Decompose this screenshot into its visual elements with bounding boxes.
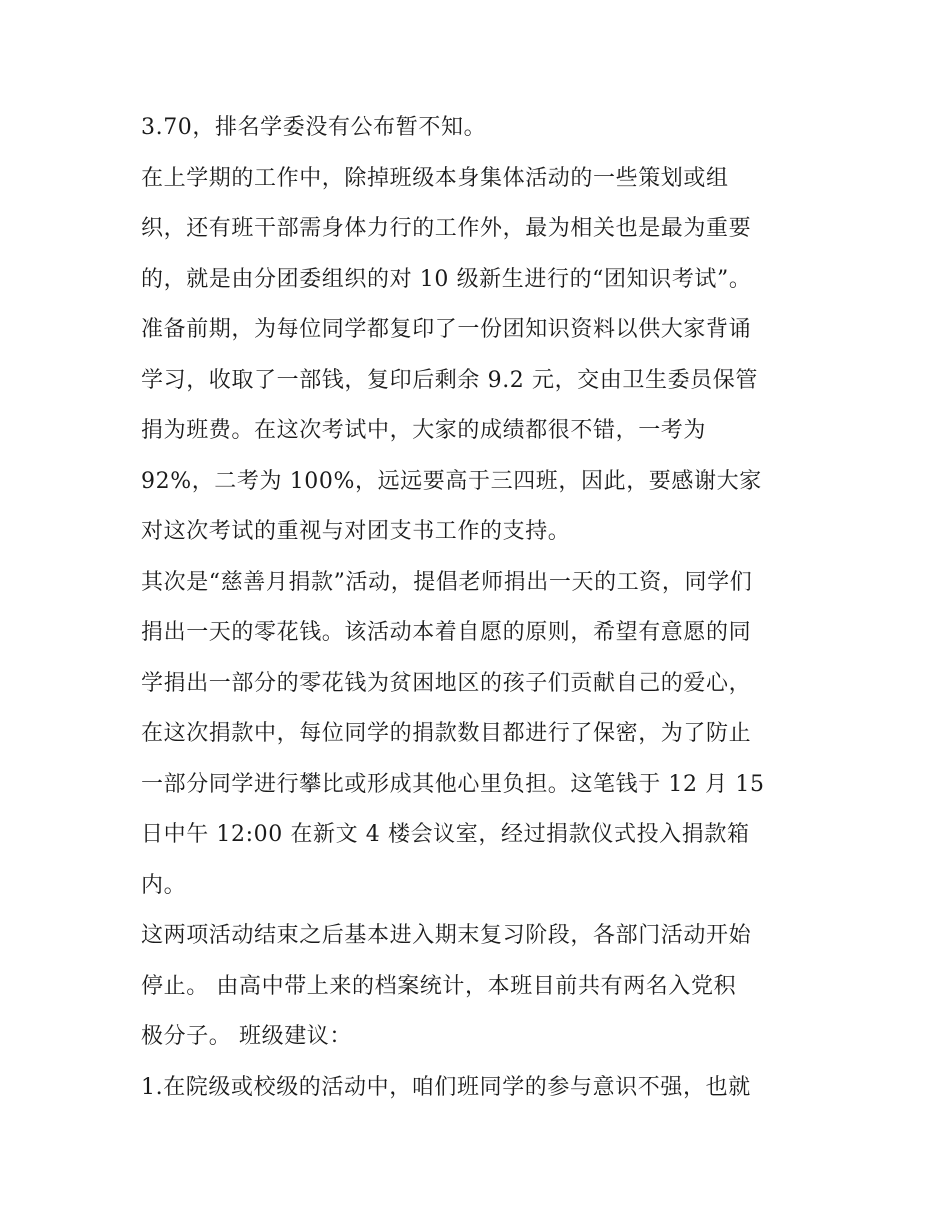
text-line: 这两项活动结束之后基本进入期末复习阶段，各部门活动开始 — [141, 923, 752, 948]
text-line: 其次是“慈善月捐款”活动，提倡老师捐出一天的工资，同学们 — [141, 569, 753, 595]
text-line: 在这次捐款中，每位同学的捐款数目都进行了保密，为了防止 — [141, 721, 752, 746]
text-line: 1.在院级或校级的活动中，咱们班同学的参与意识不强，也就 — [141, 1074, 751, 1100]
text-line: 在上学期的工作中，除掉班级本身集体活动的一些策划或组 — [141, 165, 729, 191]
document-body — [141, 103, 821, 1113]
text-line: 织，还有班干部需身体力行的工作外，最为相关也是最为重要 — [141, 216, 752, 241]
text-line: 学习，收取了一部钱，复印后剩余 9.2 元，交由卫生委员保管 — [141, 367, 758, 393]
text-line: 停止。 由高中带上来的档案统计，本班目前共有两名入党积 — [141, 973, 737, 999]
text-line: 一部分同学进行攀比或形成其他心里负担。这笔钱于 12 月 15 — [141, 771, 765, 797]
text-line: 对这次考试的重视与对团支书工作的支持。 — [141, 519, 571, 544]
text-line: 学捐出一部分的零花钱为贫困地区的孩子们贡献自己的爱心， — [141, 670, 752, 696]
text-line: 的，就是由分团委组织的对 10 级新生进行的“团知识考试”。 — [141, 266, 752, 292]
text-line: 3.70，排名学委没有公布暂不知。 — [141, 115, 487, 140]
text-line: 准备前期，为每位同学都复印了一份团知识资料以供大家背诵 — [141, 317, 752, 342]
text-line: 捐出一天的零花钱。该活动本着自愿的原则，希望有意愿的同 — [141, 620, 752, 645]
text-line: 日中午 12:00 在新文 4 楼会议室，经过捐款仪式投入捐款箱 — [141, 822, 750, 847]
text-line: 内。 — [141, 872, 187, 898]
text-line: 92%，二考为 100%，远远要高于三四班，因此，要感谢大家 — [141, 468, 762, 494]
text-line: 极分子。 班级建议： — [141, 1024, 352, 1049]
text-line: 捐为班费。在这次考试中，大家的成绩都很不错，一考为 — [141, 418, 707, 443]
